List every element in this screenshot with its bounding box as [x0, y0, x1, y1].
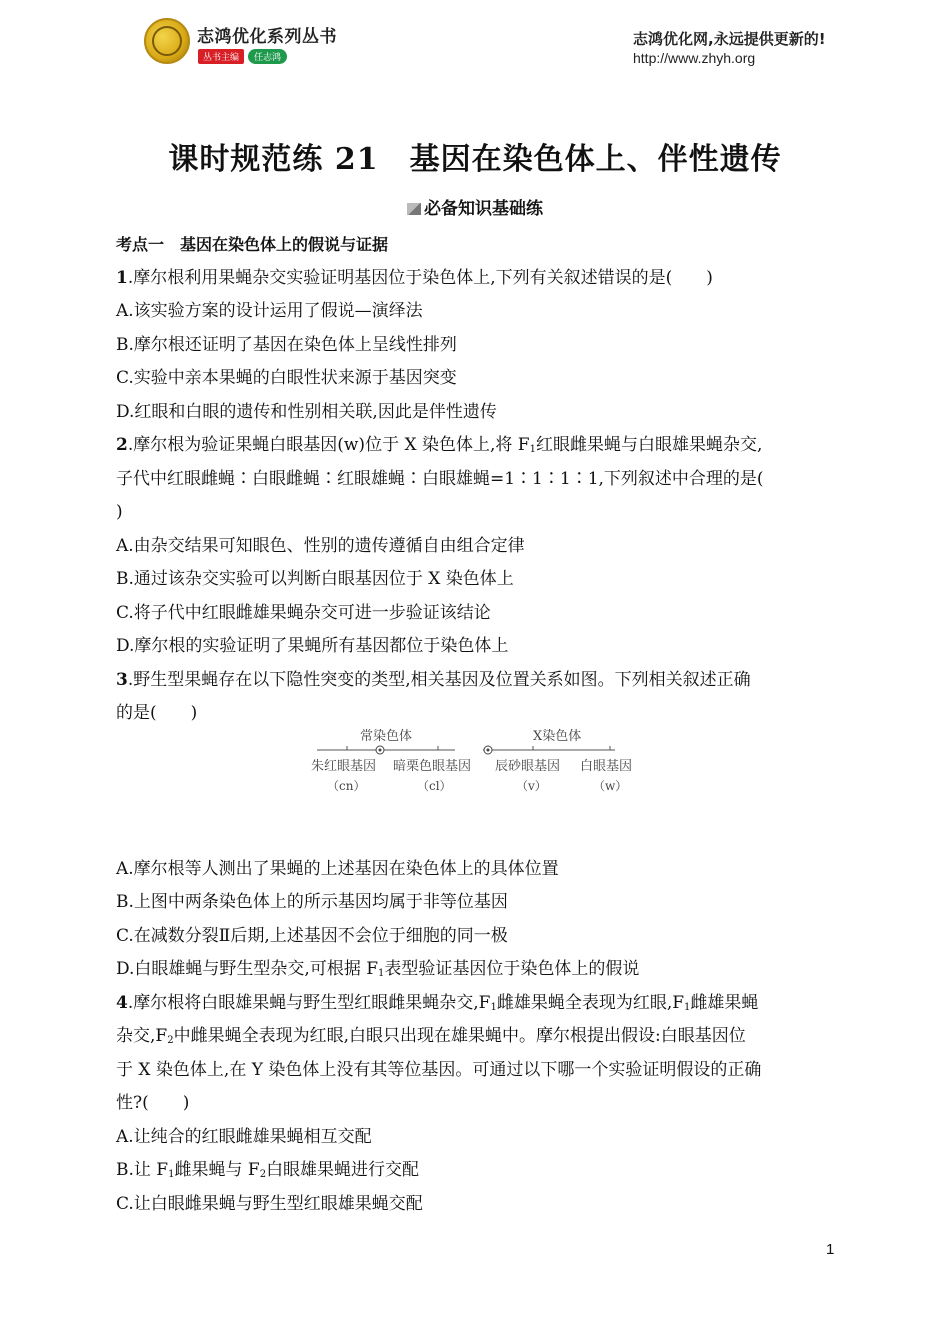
- editor-label: 丛书主编: [198, 49, 244, 64]
- q4-b-part: 白眼雄果蝇进行交配: [266, 1160, 420, 1180]
- q4-number: 4: [116, 992, 128, 1013]
- chromosome-gene-diagram: [305, 722, 645, 802]
- q3-option-d: [116, 953, 836, 987]
- gene-symbol-v: （v）: [516, 779, 547, 793]
- page-title: 课时规范练 21 基因在染色体上、伴性遗传: [168, 142, 782, 177]
- gene-symbol-w: （w）: [593, 779, 628, 793]
- page-number: 1: [826, 1241, 835, 1258]
- q4-stem-line4: 性?( ): [116, 1093, 190, 1113]
- gene-symbol-cn: （cn）: [327, 779, 366, 793]
- q4-option-b: [116, 1154, 836, 1188]
- q2-stem-line2: 子代中红眼雌蝇∶白眼雌蝇∶红眼雄蝇∶白眼雄蝇=1∶1∶1∶1,下列叙述中合理的是(: [116, 468, 764, 489]
- slogan: 志鸿优化网,永远提供更新的!: [633, 30, 826, 48]
- q1-option-b: B.摩尔根还证明了基因在染色体上呈线性排列: [116, 334, 457, 355]
- q3-number: 3: [116, 669, 128, 690]
- q1-option-c: C.实验中亲本果蝇的白眼性状来源于基因突变: [116, 368, 457, 388]
- autosome-centromere-dot: [379, 749, 382, 752]
- q4-stem-part: 雌雄果蝇全表现为红眼,F: [496, 992, 685, 1013]
- gene-symbol-cl: （cl）: [417, 779, 452, 793]
- q4-b-part: B.让 F: [116, 1160, 169, 1180]
- q4-stem-line3: 于 X 染色体上,在 Y 染色体上没有其等位基因。可通过以下哪一个实验证明假设的正确: [116, 1059, 762, 1080]
- q4-subscript: 1: [684, 1001, 691, 1013]
- gene-name-v: 辰砂眼基因: [495, 759, 561, 774]
- q2-option-b: B.通过该杂交实验可以判断白眼基因位于 X 染色体上: [116, 569, 514, 589]
- q2-stem-line3: ): [116, 502, 123, 522]
- q4-subscript: 2: [167, 1035, 174, 1046]
- autosome-label: 常染色体: [360, 729, 413, 744]
- q2-option-d: D.摩尔根的实验证明了果蝇所有基因都位于染色体上: [116, 636, 509, 656]
- q4-stem-part: 中雌果蝇全表现为红眼,白眼只出现在雄果蝇中。摩尔根提出假设:白眼基因位: [173, 1026, 746, 1046]
- q1-stem-text: .摩尔根利用果蝇杂交实验证明基因位于染色体上,下列有关叙述错误的是( ): [127, 267, 713, 288]
- x-centromere-dot: [487, 749, 490, 752]
- q3-d-part: D.白眼雄蝇与野生型杂交,可根据 F: [116, 959, 379, 979]
- q2-stem-part: .摩尔根为验证果蝇白眼基因(w)位于 X 染色体上,将 F: [127, 435, 530, 455]
- q2-subscript: 1: [529, 444, 536, 455]
- q4-b-part: 雌果蝇与 F: [174, 1160, 260, 1180]
- section-heading: [0, 194, 950, 219]
- q2-stem-line1: [116, 429, 836, 463]
- page-header: [0, 0, 950, 80]
- gene-name-cl: 暗栗色眼基因: [393, 759, 472, 774]
- q4-b-subscript: 1: [168, 1169, 175, 1180]
- section-marker-icon: [407, 203, 421, 215]
- editor-name: 任志鸿: [248, 49, 287, 64]
- q1-number: 1: [116, 267, 128, 288]
- q3-stem-line1: [116, 664, 836, 698]
- q4-stem-part: 雌雄果蝇: [690, 992, 759, 1013]
- q3-option-c: C.在减数分裂Ⅱ后期,上述基因不会位于细胞的同一极: [116, 925, 508, 946]
- q3-stem-line2: 的是( ): [116, 703, 198, 723]
- editor-row: [198, 49, 287, 64]
- q1-option-a: A.该实验方案的设计运用了假说—演绎法: [116, 301, 423, 321]
- q3-option-b: B.上图中两条染色体上的所示基因均属于非等位基因: [116, 892, 508, 912]
- q3-option-a: A.摩尔根等人测出了果蝇的上述基因在染色体上的具体位置: [116, 858, 559, 879]
- q4-subscript: 1: [490, 1001, 497, 1013]
- gene-name-w: 白眼基因: [580, 759, 633, 774]
- x-chromosome-label: X染色体: [533, 729, 582, 744]
- q4-option-a: A.让纯合的红眼雌雄果蝇相互交配: [116, 1126, 372, 1147]
- q4-stem-part: 杂交,F: [116, 1026, 168, 1046]
- kaodian-heading: 考点一 基因在染色体上的假说与证据: [116, 235, 389, 254]
- q4-stem-line1: [116, 987, 836, 1021]
- q1-stem: [116, 262, 836, 296]
- q4-stem-line2: [116, 1020, 836, 1054]
- q4-option-c: C.让白眼雌果蝇与野生型红眼雄果蝇交配: [116, 1193, 423, 1214]
- series-title: 志鸿优化系列丛书: [197, 27, 337, 47]
- q3-stem-part: .野生型果蝇存在以下隐性突变的类型,相关基因及位置关系如图。下列相关叙述正确: [127, 669, 751, 690]
- q4-stem-part: .摩尔根将白眼雄果蝇与野生型红眼雌果蝇杂交,F: [127, 992, 491, 1013]
- website-link[interactable]: http://www.zhyh.org: [633, 50, 756, 66]
- q2-option-c: C.将子代中红眼雌雄果蝇杂交可进一步验证该结论: [116, 602, 491, 623]
- q2-option-a: A.由杂交结果可知眼色、性别的遗传遵循自由组合定律: [116, 535, 525, 556]
- q2-number: 2: [116, 435, 128, 455]
- q2-stem-part: 红眼雌果蝇与白眼雄果蝇杂交,: [535, 435, 763, 455]
- section-title: 必备知识基础练: [424, 199, 543, 219]
- gene-name-cn: 朱红眼基因: [311, 759, 377, 774]
- q3-d-subscript: 1: [378, 968, 385, 979]
- q4-b-subscript: 2: [259, 1169, 267, 1180]
- series-logo-icon: [144, 18, 190, 64]
- q3-d-part: 表型验证基因位于染色体上的假说: [384, 959, 640, 979]
- q1-option-d: D.红眼和白眼的遗传和性别相关联,因此是伴性遗传: [116, 401, 497, 422]
